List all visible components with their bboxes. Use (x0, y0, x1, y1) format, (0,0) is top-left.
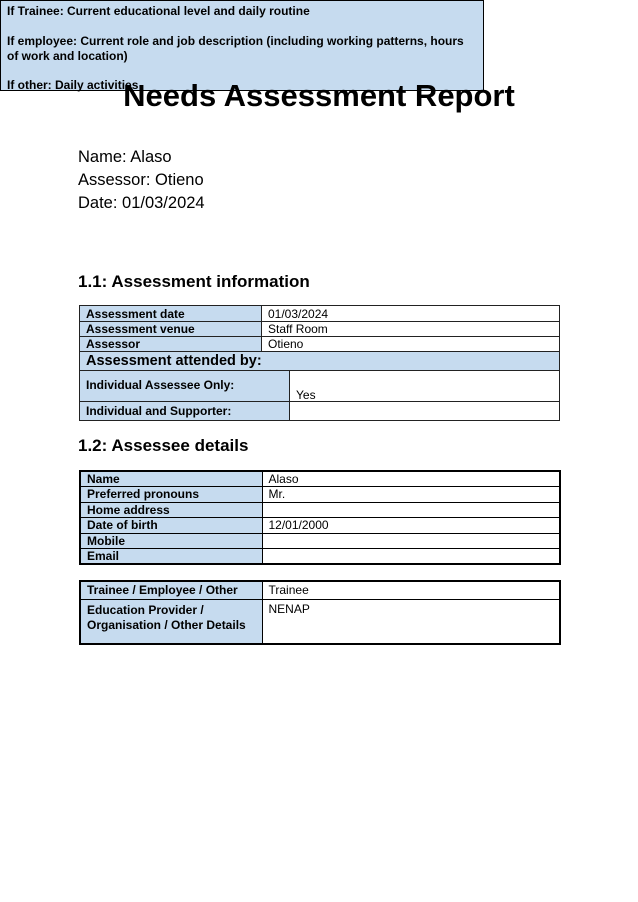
other-prompt: If other: Daily activities (7, 78, 139, 92)
role-value: Trainee (262, 581, 560, 599)
role-label: Trainee / Employee / Other (80, 581, 262, 599)
home-address-label: Home address (80, 502, 262, 518)
email-value (262, 549, 560, 565)
table-row (80, 402, 560, 421)
table-row (80, 306, 560, 322)
table-row (80, 533, 560, 549)
assessment-venue-label: Assessment venue (80, 322, 262, 337)
pronouns-label: Preferred pronouns (80, 487, 262, 503)
employee-prompt: If employee: Current role and job description (including working patterns, hours of work and location) (7, 34, 464, 63)
assessment-date-label: Assessment date (80, 306, 262, 322)
page-title: Needs Assessment Report (123, 78, 515, 113)
table-row (80, 352, 560, 371)
name-label: Name (80, 471, 262, 487)
assessor-value: Otieno (262, 337, 560, 352)
table-row (80, 599, 560, 644)
name-value: Alaso (262, 471, 560, 487)
assessment-information-table (79, 305, 560, 421)
assessor-name: Assessor: Otieno (78, 171, 204, 189)
mobile-value (262, 533, 560, 549)
report-date: Date: 01/03/2024 (78, 194, 205, 212)
table-row (80, 471, 560, 487)
role-details-table (79, 580, 561, 645)
table-row (80, 581, 560, 599)
individual-supporter-value (290, 402, 560, 421)
trainee-prompt: If Trainee: Current educational level and daily routine (7, 4, 310, 18)
section-heading-assessee-details: 1.2: Assessee details (78, 436, 249, 455)
date-of-birth-value: 12/01/2000 (262, 518, 560, 534)
assessor-label: Assessor (80, 337, 262, 352)
table-row (80, 502, 560, 518)
provider-label: Education Provider / Organisation / Other Details (80, 599, 262, 644)
individual-only-value: Yes (290, 371, 560, 402)
individual-supporter-label: Individual and Supporter: (80, 402, 290, 421)
table-row (80, 487, 560, 503)
table-row (80, 337, 560, 352)
date-of-birth-label: Date of birth (80, 518, 262, 534)
individual-only-label: Individual Assessee Only: (80, 371, 290, 402)
assessment-date-value: 01/03/2024 (262, 306, 560, 322)
assessee-name: Name: Alaso (78, 148, 172, 166)
section-heading-assessment-information: 1.1: Assessment information (78, 272, 310, 291)
table-row (80, 322, 560, 337)
assessee-details-table (79, 470, 561, 565)
provider-value: NENAP (262, 599, 560, 644)
email-label: Email (80, 549, 262, 565)
table-row (80, 518, 560, 534)
assessment-venue-value: Staff Room (262, 322, 560, 337)
table-row (80, 549, 560, 565)
table-row (80, 371, 560, 402)
mobile-label: Mobile (80, 533, 262, 549)
pronouns-value: Mr. (262, 487, 560, 503)
attended-by-heading: Assessment attended by: (80, 352, 560, 371)
home-address-value (262, 502, 560, 518)
